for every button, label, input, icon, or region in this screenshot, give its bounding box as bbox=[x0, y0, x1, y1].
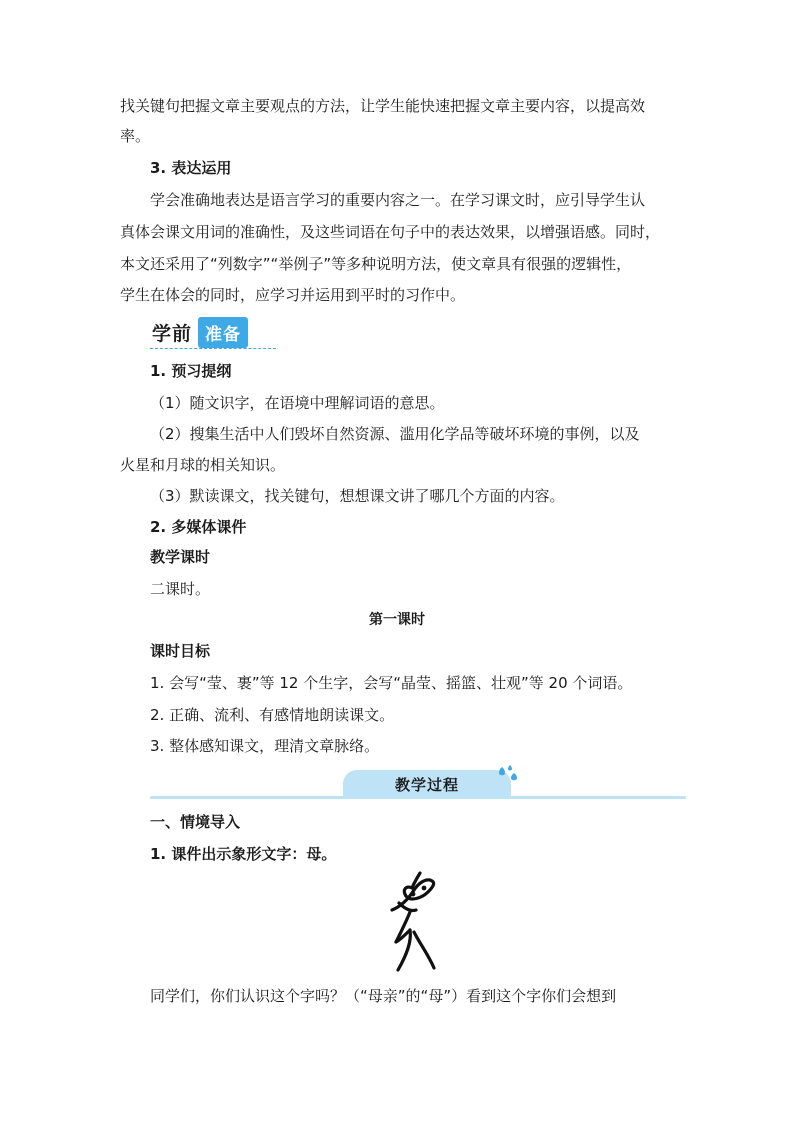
preview-item-2-line-2: 火星和月球的相关知识。 bbox=[120, 456, 286, 474]
preview-item-1: （1）随文识字，在语境中理解词语的意思。 bbox=[150, 394, 445, 412]
goals-heading: 课时目标 bbox=[150, 642, 211, 660]
pictograph-mu-image bbox=[384, 870, 440, 974]
first-lesson-title: 第一课时 bbox=[369, 612, 425, 628]
section3-line-2: 真体会课文用词的准确性，及这些词语在句子中的表达效果，以增强语感。同时， bbox=[120, 223, 661, 241]
badge-part-2: 准备 bbox=[198, 317, 248, 348]
water-drops-icon bbox=[495, 765, 519, 785]
intro-line-2: 率。 bbox=[120, 127, 151, 145]
goal-item-3: 3. 整体感知课文，理清文章脉络。 bbox=[150, 737, 380, 755]
preview-item-2-line-1: （2）搜集生活中人们毁坏自然资源、滥用化学品等破坏环境的事例，以及 bbox=[150, 425, 640, 443]
pre-study-badge bbox=[152, 316, 248, 348]
goal-item-1: 1. 会写“莹、裹”等 12 个生字，会写“晶莹、摇篮、壮观”等 20 个词语。 bbox=[150, 674, 633, 692]
intro-heading: 一、情境导入 bbox=[150, 813, 241, 831]
class-hours-heading: 教学课时 bbox=[150, 548, 211, 566]
preview-item-3: （3）默读课文，找关键句，想想课文讲了哪几个方面的内容。 bbox=[150, 487, 565, 505]
badge-underline bbox=[150, 348, 276, 349]
process-banner-label: 教学过程 bbox=[394, 775, 459, 794]
section3-heading: 3. 表达运用 bbox=[150, 159, 232, 177]
intro-question: 同学们，你们认识这个字吗？（“母亲”的“母”）看到这个字你们会想到 bbox=[150, 987, 617, 1005]
process-banner bbox=[343, 770, 511, 798]
preview-heading: 1. 预习提纲 bbox=[150, 362, 232, 380]
intro-step-1: 1. 课件出示象形文字：母。 bbox=[150, 845, 337, 863]
section3-line-4: 学生在体会的同时，应学习并运用到平时的习作中。 bbox=[120, 286, 466, 304]
multimedia-heading: 2. 多媒体课件 bbox=[150, 518, 247, 536]
badge-part-1: 学前 bbox=[152, 322, 193, 345]
goal-item-2: 2. 正确、流利、有感情地朗读课文。 bbox=[150, 706, 395, 724]
section3-line-3: 本文还采用了“列数字”“举例子”等多种说明方法，使文章具有很强的逻辑性， bbox=[120, 255, 632, 273]
intro-line-1: 找关键句把握文章主要观点的方法，让学生能快速把握文章主要内容，以提高效 bbox=[120, 97, 646, 115]
section3-line-1: 学会准确地表达是语言学习的重要内容之一。在学习课文时，应引导学生认 bbox=[150, 191, 646, 209]
class-hours-value: 二课时。 bbox=[150, 580, 211, 598]
